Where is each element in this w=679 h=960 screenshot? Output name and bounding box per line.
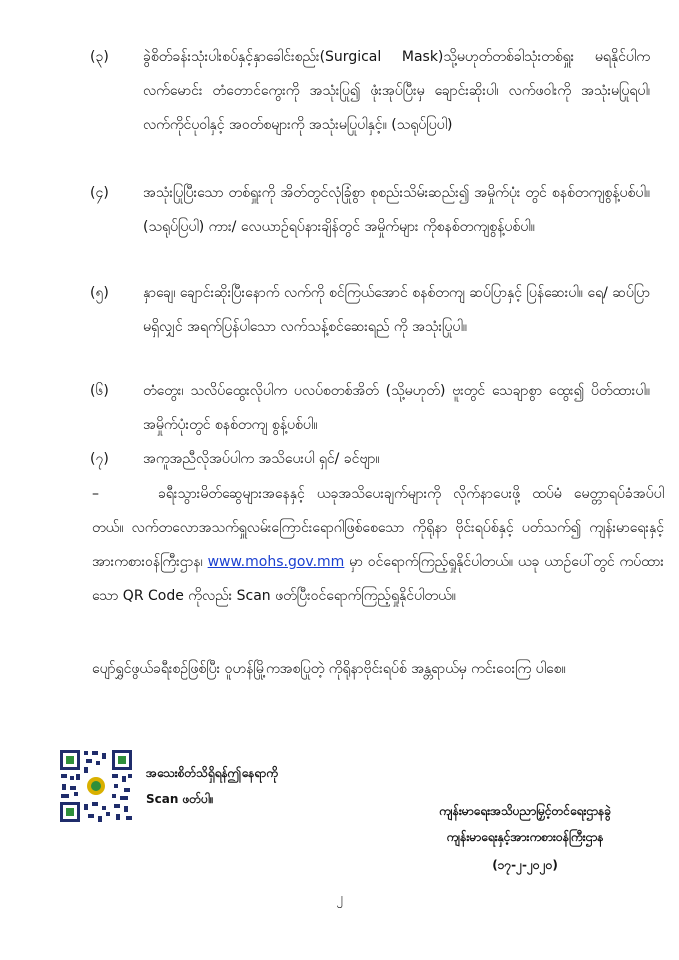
item-number: (၄) (90, 185, 109, 201)
info-text-start: ခရီးသွားမိတ်ဆွေများအနေနှင့် ယခုအသိပေးချက်များကို လိုက်နာပေးဖို့ ထပ်မံ မေတ္တာရပ်ခံအပ်ပါတယ်။ လက်တလောအသက်ရှူလမ်းကြောင်းရောဂါဖြစ်စေသော ကိုရိုနာ ဗိုင်းရပ်စ်နှင့် ပတ်သက်၍ ကျန်းမာရေးနှင့်အားကစားဝန်ကြီးဌာန၊ (92, 486, 664, 570)
signature-department: ကျန်းမာရေးအသိပညာမြှင့်တင်ရေးဌာနခွဲ (438, 804, 611, 818)
closing-paragraph: ပျော်ရွှင်ဖွယ်ခရီးစဉ်ဖြစ်ပြီး ဝူဟန်မြို့ကအစပြုတဲ့ ကိုရိုနာဗိုင်းရပ်စ် အန္တရာယ်မှ ကင်းဝေးကြ ပါစေ။ (92, 661, 566, 677)
item-text: အကူအညီလိုအပ်ပါက အသိပေးပါ ရှင်/ ခင်ဗျာ။ (143, 451, 380, 467)
item-text: နှာချေ၊ ချောင်းဆိုးပြီးနောက် လက်ကို စင်ကြယ်အောင် စနစ်တကျ ဆပ်ပြာနှင့် ပြန်ဆေးပါ။ ရေ/ ဆပ်ပြာမရှိလျှင် အရက်ပြန်ပါသော လက်သန့်စင်ဆေးရည် ကို အသုံးပြုပါ။ (143, 285, 650, 335)
item-text: ခွဲစိတ်ခန်းသုံးပါးစပ်နှင့်နှာခေါင်းစည်း(Surgical Mask)သို့မဟုတ်တစ်ခါသုံးတစ်ရှူး မရနိုင်ပါက လက်မောင်း တံတောင်ကွေးကို အသုံးပြု၍ ဖုံးအုပ်ပြီးမှ ချောင်းဆိုးပါ၊ လက်ဖဝါးကို အသုံးမပြုရပါ၊ လက်ကိုင်ပုဝါနှင့် အဝတ်စများကို အသုံးမပြုပါနှင့်။ (သရုပ်ပြပါ) (143, 49, 650, 133)
page-number: ၂ (336, 891, 343, 906)
qr-caption-line: အသေးစိတ်သိရှိရန်ဤနေရာကို (146, 766, 278, 780)
info-text-end: မှာ ဝင်ရောက်ကြည့်ရှုနိုင်ပါတယ်။ ယခု ယာဉ်ပေါ်တွင် ကပ်ထားသော QR Code ကိုလည်း Scan ဖတ်ပြီးဝင်ရောက်ကြည့်ရှုနိုင်ပါတယ်။ (92, 554, 664, 604)
qr-code-graphic (58, 748, 134, 824)
qr-caption (146, 760, 278, 812)
item-text: တံတွေး၊ သလိပ်ထွေးလိုပါက ပလပ်စတစ်အိတ် (သို့မဟုတ်) ဗူးတွင် သေချာစွာ ထွေး၍ ပိတ်ထားပါ။ အမှိုက်ပုံးတွင် စနစ်တကျ စွန့်ပစ်ပါ။ (143, 383, 650, 433)
item-number: (၅) (90, 285, 109, 301)
mohs-website-link[interactable]: www.mohs.gov.mm (207, 554, 345, 570)
signature-date: (၁၇-၂-၂၀၂၀) (492, 858, 558, 872)
item-number: (၆) (90, 383, 109, 399)
qr-code[interactable] (58, 748, 134, 824)
item-number: (၇) (90, 451, 109, 467)
info-paragraph (92, 477, 664, 613)
item-number: (၃) (90, 49, 109, 65)
dash-bullet: – (92, 486, 99, 502)
qr-caption-line: Scan ဖတ်ပါ။ (146, 792, 214, 806)
item-text: အသုံးပြုပြီးသော တစ်ရှူးကို အိတ်တွင်လုံခြုံစွာ စုစည်းသိမ်းဆည်း၍ အမှိုက်ပုံး တွင် စနစ်တကျစွန့်ပစ်ပါ။ (သရုပ်ပြပါ) ကား/ လေယာဉ်ရပ်နားချိန်တွင် အမှိုက်များ ကိုစနစ်တကျစွန့်ပစ်ပါ။ (143, 185, 650, 235)
signature-ministry: ကျန်းမာရေးနှင့်အားကစားဝန်ကြီးဌာန (446, 830, 604, 844)
